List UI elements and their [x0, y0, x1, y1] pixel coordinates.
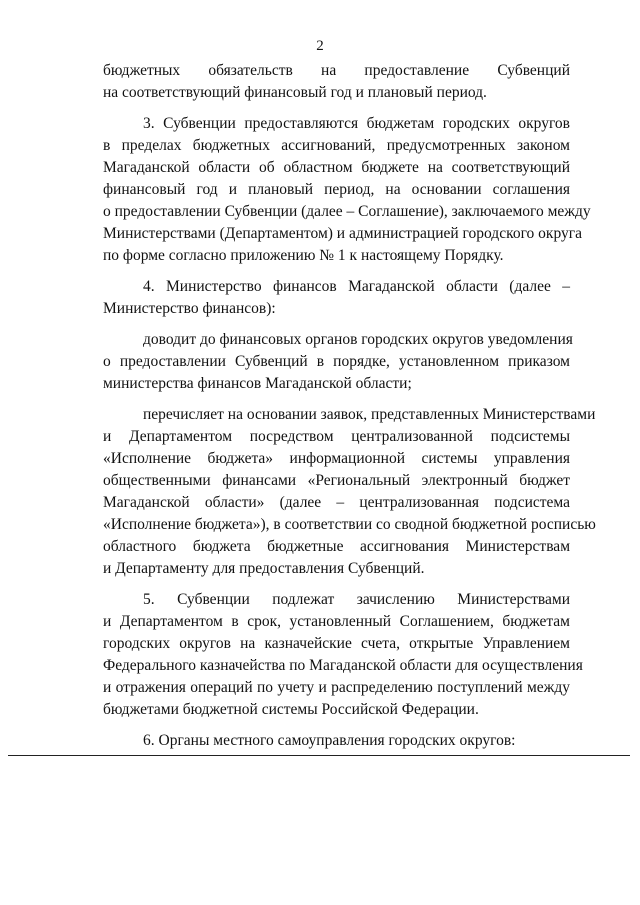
text-line: и Департаментом посредством централизованной подсистемы — [103, 428, 570, 445]
paragraph-spacer — [103, 580, 570, 589]
text-line: Министерствами (Департаментом) и администрацией городского округа — [103, 225, 582, 242]
text-line: Федерального казначейства по Магаданской области для осуществления — [103, 657, 583, 674]
text-line: финансовый год и плановый период, на основании соглашения — [103, 181, 570, 198]
text-line: бюджетами бюджетной системы Российской Федерации. — [103, 701, 479, 718]
text-line: и отражения операций по учету и распределению поступлений между — [103, 679, 570, 696]
document-body — [103, 60, 596, 752]
text-line: Магаданской области об областном бюджете на соответствующий — [103, 159, 570, 176]
text-line: министерства финансов Магаданской области; — [103, 375, 412, 392]
text-line: городских округов на казначейские счета, открытые Управлением — [103, 635, 570, 652]
text-line: по форме согласно приложению № 1 к настоящему Порядку. — [103, 247, 504, 264]
text-line: о предоставлении Субвенций в порядке, установленном приказом — [103, 353, 570, 370]
text-line: в пределах бюджетных ассигнований, предусмотренных законом — [103, 137, 570, 154]
text-line: доводит до финансовых органов городских округов уведомления — [143, 331, 573, 348]
text-line: и Департаменту для предоставления Субвенций. — [103, 560, 425, 577]
text-line: 4. Министерство финансов Магаданской области (далее – — [143, 278, 570, 295]
paragraph-spacer — [103, 721, 570, 730]
text-line: областного бюджета бюджетные ассигнования Министерствам — [103, 538, 570, 555]
text-line: бюджетных обязательств на предоставление Субвенций — [103, 62, 570, 79]
paragraph-spacer — [103, 320, 570, 329]
text-line: Министерство финансов): — [103, 300, 276, 317]
text-line: и Департаментом в срок, установленный Соглашением, бюджетам — [103, 613, 570, 630]
page-number: 2 — [316, 38, 324, 54]
text-line: 6. Органы местного самоуправления городских округов: — [143, 732, 516, 749]
text-line: «Исполнение бюджета» информационной системы управления — [103, 450, 570, 467]
paragraph-spacer — [103, 267, 570, 276]
text-line: общественными финансами «Региональный электронный бюджет — [103, 472, 570, 489]
text-line: на соответствующий финансовый год и плановый период. — [103, 84, 487, 101]
text-line: «Исполнение бюджета»), в соответствии со сводной бюджетной росписью — [103, 516, 596, 533]
paragraph-spacer — [103, 395, 570, 404]
paragraph-spacer — [103, 104, 570, 113]
footer-divider — [8, 755, 630, 756]
text-line: 5. Субвенции подлежат зачислению Министерствами — [143, 591, 570, 608]
text-line: перечисляет на основании заявок, представленных Министерствами — [143, 406, 596, 423]
text-line: 3. Субвенции предоставляются бюджетам городских округов — [143, 115, 570, 132]
text-line: Магаданской области» (далее – централизованная подсистема — [103, 494, 570, 511]
text-line: о предоставлении Субвенции (далее – Соглашение), заключаемого между — [103, 203, 591, 220]
